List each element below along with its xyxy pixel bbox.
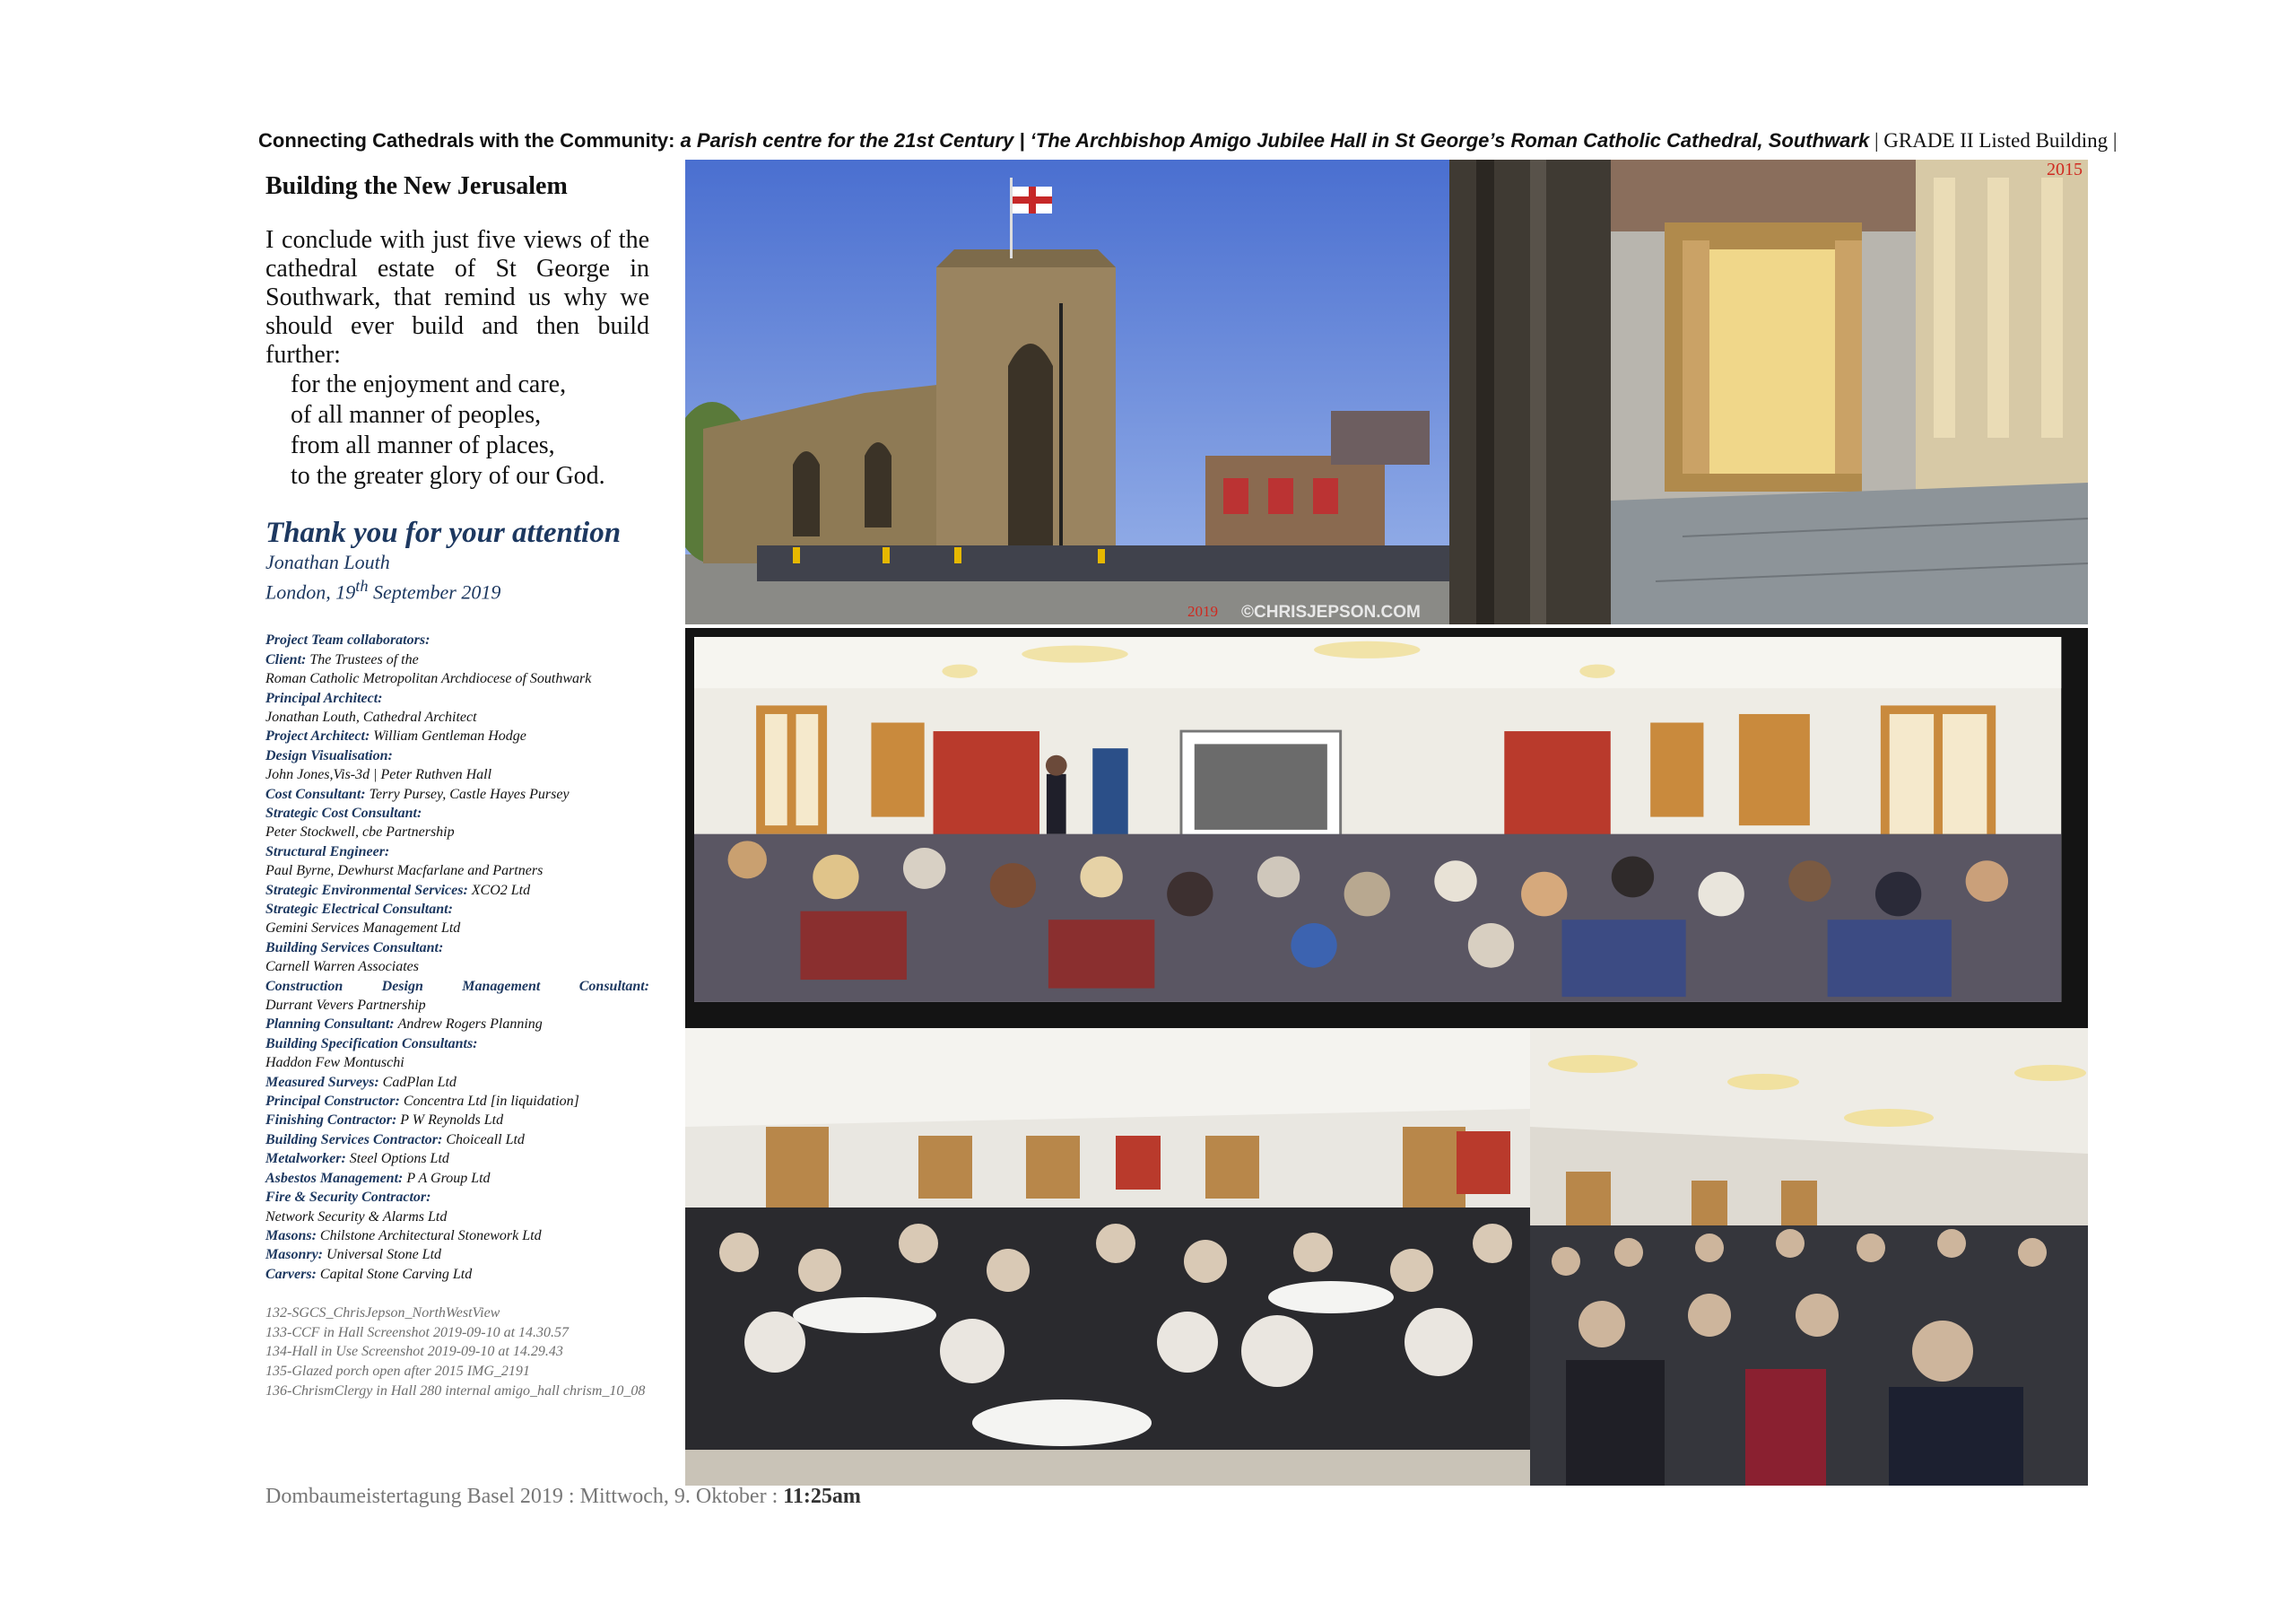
team-member: Steel Options Ltd — [349, 1151, 449, 1167]
team-entry — [265, 1226, 649, 1245]
page-footer — [265, 1485, 861, 1509]
header-part2: a Parish centre for the 21st Century | ‘The Archbishop Amigo Jubilee Hall in St George’s Roman Catholic Cathedral, Southwark — [680, 129, 1870, 152]
team-entry — [265, 1053, 649, 1072]
team-entry — [265, 650, 649, 669]
team-role: Metalworker: — [265, 1151, 350, 1167]
team-entry — [265, 1245, 649, 1264]
team-entry — [265, 1265, 649, 1284]
team-entry — [265, 708, 649, 727]
team-member: Chilstone Architectural Stonework Ltd — [319, 1227, 542, 1243]
team-member: The Trustees of the — [309, 651, 419, 667]
team-member: Network Security & Alarms Ltd — [265, 1208, 448, 1225]
date-place-text: London, 19 — [265, 580, 356, 604]
team-role: Principal Architect: — [265, 690, 383, 706]
team-entry — [265, 689, 649, 708]
team-role: Construction Design Management Consultant: — [265, 978, 649, 994]
team-member: Haddon Few Montuschi — [265, 1055, 404, 1071]
team-member: Andrew Rogers Planning — [397, 1016, 543, 1033]
poem-line: to the greater glory of our God. — [291, 462, 605, 490]
hall-in-use-photo — [685, 628, 2088, 1028]
date-place — [265, 574, 649, 604]
team-role: Strategic Electrical Consultant: — [265, 902, 453, 918]
team-member: Gemini Services Management Ltd — [265, 920, 461, 937]
team-entry — [265, 765, 649, 784]
team-role: Structural Engineer: — [265, 843, 390, 859]
team-entry — [265, 1169, 649, 1188]
team-role: Measured Surveys: — [265, 1074, 383, 1090]
team-member: Paul Byrne, Dewhurst Macfarlane and Partners — [265, 863, 544, 879]
author-name: Jonathan Louth — [265, 551, 390, 573]
team-entry — [265, 1111, 649, 1129]
team-member: P A Group Ltd — [406, 1170, 491, 1186]
team-role: Masons: — [265, 1227, 320, 1243]
hall-dinner-photo — [685, 1028, 1530, 1486]
header-part1: Connecting Cathedrals with the Community: — [258, 129, 681, 152]
team-member: Concentra Ltd [in liquidation] — [403, 1094, 579, 1110]
team-member: Peter Stockwell, cbe Partnership — [265, 824, 455, 841]
team-role: Building Services Consultant: — [265, 939, 444, 955]
photo-credit: ©CHRISJEPSON.COM — [1241, 603, 1421, 622]
team-entry — [265, 823, 649, 841]
poem-line: from all manner of places, — [291, 432, 555, 459]
team-entry — [265, 1188, 649, 1207]
date-superscript: th — [355, 577, 369, 595]
team-entry — [265, 977, 649, 996]
team-member: CadPlan Ltd — [382, 1074, 457, 1090]
team-role: Strategic Cost Consultant: — [265, 805, 422, 821]
team-entry — [265, 919, 649, 937]
team-member: John Jones,Vis-3d | Peter Ruthven Hall — [265, 767, 492, 783]
date-rest: September 2019 — [368, 580, 501, 604]
team-role: Client: — [265, 651, 310, 667]
team-member: XCO2 Ltd — [471, 882, 531, 898]
team-heading: Project Team collaborators: — [265, 632, 430, 649]
glazed-porch-photo — [1449, 160, 2088, 624]
team-role: Masonry: — [265, 1247, 327, 1263]
team-entry — [265, 957, 649, 976]
team-entry — [265, 900, 649, 919]
team-entry — [265, 669, 649, 688]
thanks-heading: Thank you for your attention — [265, 517, 622, 549]
team-role: Project Architect: — [265, 728, 374, 745]
team-role: Carvers: — [265, 1266, 320, 1282]
image-ref: 132-SGCS_ChrisJepson_NorthWestView — [265, 1305, 500, 1321]
team-member: P W Reynolds Ltd — [400, 1112, 504, 1129]
team-entry — [265, 1149, 649, 1168]
team-entry — [265, 938, 649, 957]
team-member: William Gentleman Hodge — [373, 728, 526, 745]
image-ref: 135-Glazed porch open after 2015 IMG_2191 — [265, 1363, 530, 1379]
team-entry — [265, 1208, 649, 1226]
image-ref: 134-Hall in Use Screenshot 2019-09-10 at 14.29.43 — [265, 1344, 563, 1360]
team-entry — [265, 1034, 649, 1053]
footer-time: 11:25am — [783, 1485, 861, 1508]
team-entry — [265, 785, 649, 804]
team-member: Jonathan Louth, Cathedral Architect — [265, 709, 477, 725]
team-entry — [265, 746, 649, 765]
poem — [291, 370, 649, 492]
team-entry — [265, 804, 649, 823]
team-role: Building Services Contractor: — [265, 1131, 447, 1147]
team-entry — [265, 1092, 649, 1111]
team-member: Universal Stone Ltd — [326, 1247, 442, 1263]
team-member: Capital Stone Carving Ltd — [319, 1266, 473, 1282]
team-role: Finishing Contractor: — [265, 1112, 401, 1129]
team-member: Roman Catholic Metropolitan Archdiocese of Southwark — [265, 671, 592, 687]
project-team — [265, 631, 649, 1284]
team-member: Carnell Warren Associates — [265, 959, 419, 975]
header-part3: | GRADE II Listed Building | — [1869, 129, 2118, 152]
team-role: Asbestos Management: — [265, 1170, 407, 1186]
team-entry — [265, 842, 649, 861]
team-role: Planning Consultant: — [265, 1016, 398, 1033]
team-entry — [265, 1130, 649, 1149]
team-entry — [265, 727, 649, 745]
team-role: Principal Constructor: — [265, 1094, 404, 1110]
team-entry — [265, 1015, 649, 1033]
team-role: Building Specification Consultants: — [265, 1035, 478, 1051]
team-entry — [265, 996, 649, 1015]
team-entry — [265, 1073, 649, 1092]
team-entry — [265, 861, 649, 880]
team-entry — [265, 881, 649, 900]
page-header — [258, 129, 2118, 153]
team-member: Durrant Vevers Partnership — [265, 998, 426, 1014]
team-role: Strategic Environmental Services: — [265, 882, 472, 898]
image-ref: 136-ChrismClergy in Hall 280 internal amigo_hall chrism_10_08 — [265, 1382, 646, 1399]
cathedral-exterior-photo — [685, 160, 1449, 624]
team-member: Choiceall Ltd — [446, 1131, 525, 1147]
section-title: Building the New Jerusalem — [265, 172, 568, 200]
image-references — [265, 1303, 649, 1400]
porch-photo-year: 2015 — [2047, 160, 2083, 179]
left-column — [265, 172, 649, 1400]
team-role: Cost Consultant: — [265, 786, 370, 802]
poem-line: of all manner of peoples, — [291, 401, 542, 429]
team-list — [265, 650, 649, 1284]
poem-line: for the enjoyment and care, — [291, 371, 567, 398]
team-role: Design Visualisation: — [265, 747, 393, 763]
image-ref: 133-CCF in Hall Screenshot 2019-09-10 at 14.30.57 — [265, 1324, 570, 1340]
team-member: Terry Pursey, Castle Hayes Pursey — [369, 786, 570, 802]
team-role: Fire & Security Contractor: — [265, 1190, 431, 1206]
cathedral-photo-year: 2019 — [1187, 603, 1218, 620]
footer-text: Dombaumeistertagung Basel 2019 : Mittwoch, 9. Oktober : — [265, 1485, 784, 1508]
intro-paragraph: I conclude with just five views of the cathedral estate of St George in Southwark, that remind us why we should ever build and then build further: — [265, 226, 649, 369]
chrism-clergy-photo — [1530, 1028, 2088, 1486]
